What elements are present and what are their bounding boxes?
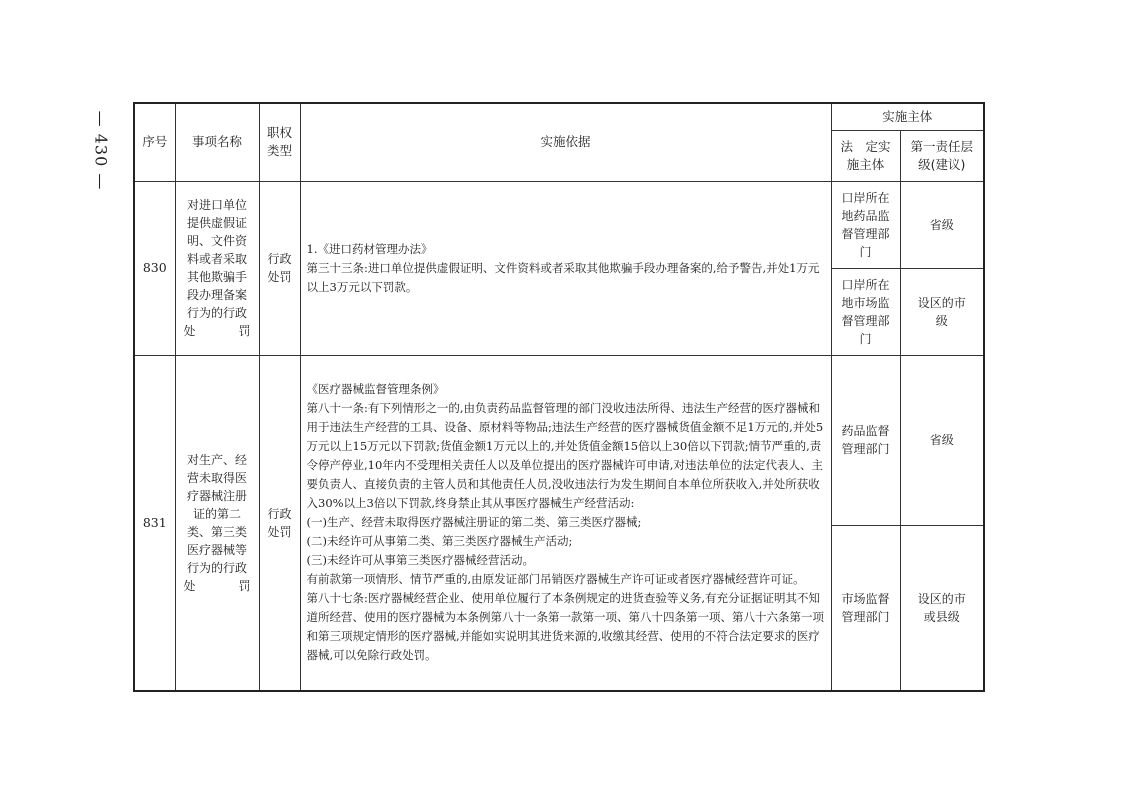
row-name: 对进口单位提供虚假证明、文件资料或者采取其他欺骗手段办理备案行为的行政处罚 [175, 181, 259, 355]
row-no: 830 [134, 181, 175, 355]
row-level: 设区的市级 [900, 268, 984, 355]
basis-line: (二)未经许可从事第二类、第三类医疗器械生产活动; [306, 534, 573, 549]
row-legal-subject: 口岸所在地市场监督管理部门 [831, 268, 900, 355]
basis-line: 有前款第一项情形、情节严重的,由原发证部门吊销医疗器械生产许可证或者医疗器械经营许可证。 [306, 572, 805, 587]
header-legal-subject: 法 定实施主体 [831, 130, 900, 181]
row-type: 行政处罚 [259, 181, 300, 355]
header-subject: 实施主体 [831, 103, 984, 130]
row-name: 对生产、经营未取得医疗器械注册证的第二类、第三类医疗器械等行为的行政处罚 [175, 355, 259, 691]
row-basis [300, 355, 831, 691]
basis-line: 1.《进口药材管理办法》 [306, 241, 433, 256]
row-legal-subject: 市场监督管理部门 [831, 525, 900, 691]
header-row-1 [134, 103, 984, 130]
row-level: 省级 [900, 355, 984, 525]
page-number: — 430 — [91, 110, 111, 190]
basis-line: (一)生产、经营未取得医疗器械注册证的第二类、第三类医疗器械; [306, 515, 642, 530]
row-legal-subject: 药品监督管理部门 [831, 355, 900, 525]
row-level: 设区的市或县级 [900, 525, 984, 691]
header-name: 事项名称 [175, 103, 259, 181]
header-basis: 实施依据 [300, 103, 831, 181]
basis-line: 第八十一条:有下列情形之一的,由负责药品监督管理的部门没收违法所得、违法生产经营的医疗器械和用于违法生产经营的工具、设备、原材料等物品;违法生产经营的医疗器械货值金额不足1万元的,并处5万元以上15万元以下罚款;货值金额1万元以上的,并处货值金额15倍以上30倍以下罚款;情节严重的,责令停产停业,10年内不受理相关责任人以及单位提出的医疗器械许可申请,对违法单位的法定代表人、主要负责人、直接负责的主管人员和其他责任人员,没收违法行为发生期间自本单位所获收入,并处所获收入30%以上3倍以下罚款,终身禁止其从事医疗器械生产经营活动: [306, 401, 824, 511]
basis-line: 《医疗器械监督管理条例》 [306, 382, 445, 397]
header-no: 序号 [134, 103, 175, 181]
basis-line: (三)未经许可从事第三类医疗器械经营活动。 [306, 553, 534, 568]
header-level: 第一责任层级(建议) [900, 130, 984, 181]
table-row [134, 181, 984, 268]
basis-line: 第八十七条:医疗器械经营企业、使用单位履行了本条例规定的进货查验等义务,有充分证据证明其不知道所经营、使用的医疗器械为本条例第八十一条第一款第一项、第八十四条第一项、第八十六条第一项和第三项规定情形的医疗器械,并能如实说明其进货来源的,收缴其经营、使用的不符合法定要求的医疗器械,可以免除行政处罚。 [306, 591, 824, 663]
header-type: 职权类型 [259, 103, 300, 181]
row-no: 831 [134, 355, 175, 691]
enforcement-table [133, 102, 985, 692]
basis-line: 第三十三条:进口单位提供虚假证明、文件资料或者采取其他欺骗手段办理备案的,给予警告,并处1万元以上3万元以下罚款。 [306, 260, 820, 294]
row-type: 行政处罚 [259, 355, 300, 691]
row-level: 省级 [900, 181, 984, 268]
row-basis [300, 181, 831, 355]
table-row [134, 355, 984, 525]
row-legal-subject: 口岸所在地药品监督管理部门 [831, 181, 900, 268]
